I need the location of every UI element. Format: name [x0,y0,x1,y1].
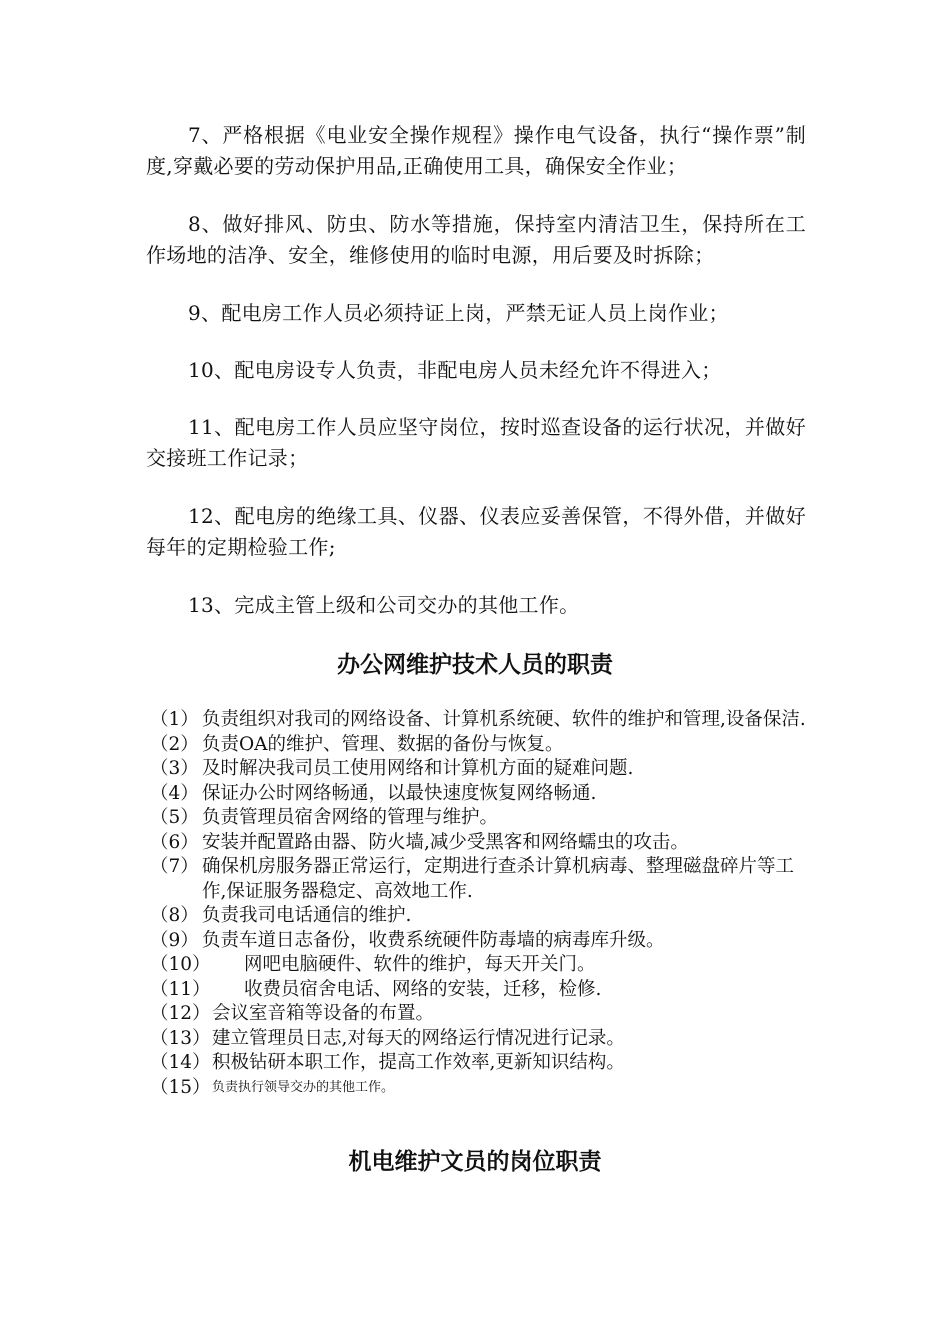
paragraph-7: 7、严格根据《电业安全操作规程》操作电气设备，执行“操作票”制度,穿戴必要的劳动保护用品,正确使用工具，确保安全作业； [146,123,806,178]
list-item [150,1002,810,1027]
section-title-network: 办公网维护技术人员的职责 [337,652,613,678]
list-item-text: 负责车道日志备份，收费系统硬件防毒墙的病毒库升级。 [202,929,665,951]
list-item [150,733,810,758]
list-item-text: 会议室音箱等设备的布置。 [212,1003,435,1024]
list-item-text: 确保机房服务器正常运行，定期进行查杀计算机病毒、整理磁盘碎片等工作,保证服务器稳定、高效地工作. [202,856,795,902]
list-item-text: 积极钻研本职工作，提高工作效率,更新知识结构。 [212,1052,625,1073]
list-item [150,953,810,978]
paragraph-10: 10、配电房设专人负责，非配电房人员未经允许不得进入； [188,358,722,382]
list-item [150,1051,810,1076]
list-item [150,708,810,733]
paragraph-8: 8、做好排风、防虫、防水等措施，保持室内清洁卫生，保持所在工作场地的洁净、安全，维修使用的临时电源，用后要及时拆除； [146,212,806,267]
list-item-text: 保证办公时网络畅通，以最快速度恢复网络畅通. [202,782,597,804]
list-item-text: 网吧电脑硬件、软件的维护，每天开关门。 [244,954,596,975]
section-title-clerk: 机电维护文员的岗位职责 [348,1149,602,1175]
list-item-number: （11） [150,978,211,1000]
list-item-number: （6） [150,831,199,853]
list-item [150,782,810,807]
list-item-number: （14） [150,1052,211,1073]
list-item [150,831,810,856]
list-item-number: （7） [150,856,199,877]
list-item [150,929,810,954]
list-item [150,806,810,831]
list-item-text: 收费员宿舍电话、网络的安装，迁移，检修. [244,978,602,1000]
list-item [150,904,810,929]
list-item-text: 负责管理员宿舍网络的管理与维护。 [202,807,499,828]
list-item-text: 负责组织对我司的网络设备、计算机系统硬、软件的维护和管理,设备保洁. [202,709,806,730]
list-item-number: （3） [150,758,199,779]
paragraph-11: 11、配电房工作人员应坚守岗位，按时巡查设备的运行状况，并做好交接班工作记录； [146,415,806,470]
list-item-number: （1） [150,709,199,730]
list-item-text: 负责OA的维护、管理、数据的备份与恢复。 [202,733,564,755]
list-item-text: 负责我司电话通信的维护. [202,905,412,926]
list-item-number: （9） [150,929,199,951]
list-item-number: （5） [150,807,199,828]
duty-list [150,708,810,1100]
paragraph-13: 13、完成主管上级和公司交办的其他工作。 [188,593,580,617]
list-item-number: （8） [150,905,199,926]
list-item [150,855,810,904]
list-item-text: 负责执行领导交办的其他工作。 [212,1079,395,1095]
list-item [150,978,810,1003]
list-item-text: 及时解决我司员工使用网络和计算机方面的疑难问题. [202,758,634,779]
paragraph-12: 12、配电房的绝缘工具、仪器、仪表应妥善保管，不得外借，并做好每年的定期检验工作; [146,504,806,559]
list-item-number: （15） [150,1076,211,1098]
list-item [150,757,810,782]
list-item-number: （4） [150,782,199,804]
list-item [150,1076,810,1101]
list-item-text: 建立管理员日志,对每天的网络运行情况进行记录。 [212,1027,625,1049]
list-item-number: （10） [150,954,211,975]
list-item-number: （12） [150,1003,211,1024]
list-item [150,1027,810,1052]
list-item-number: （2） [150,733,199,755]
list-item-number: （13） [150,1027,211,1049]
list-item-text: 安装并配置路由器、防火墙,减少受黑客和网络蠕虫的攻击。 [202,831,689,853]
paragraph-9: 9、配电房工作人员必须持证上岗，严禁无证人员上岗作业； [188,301,729,325]
